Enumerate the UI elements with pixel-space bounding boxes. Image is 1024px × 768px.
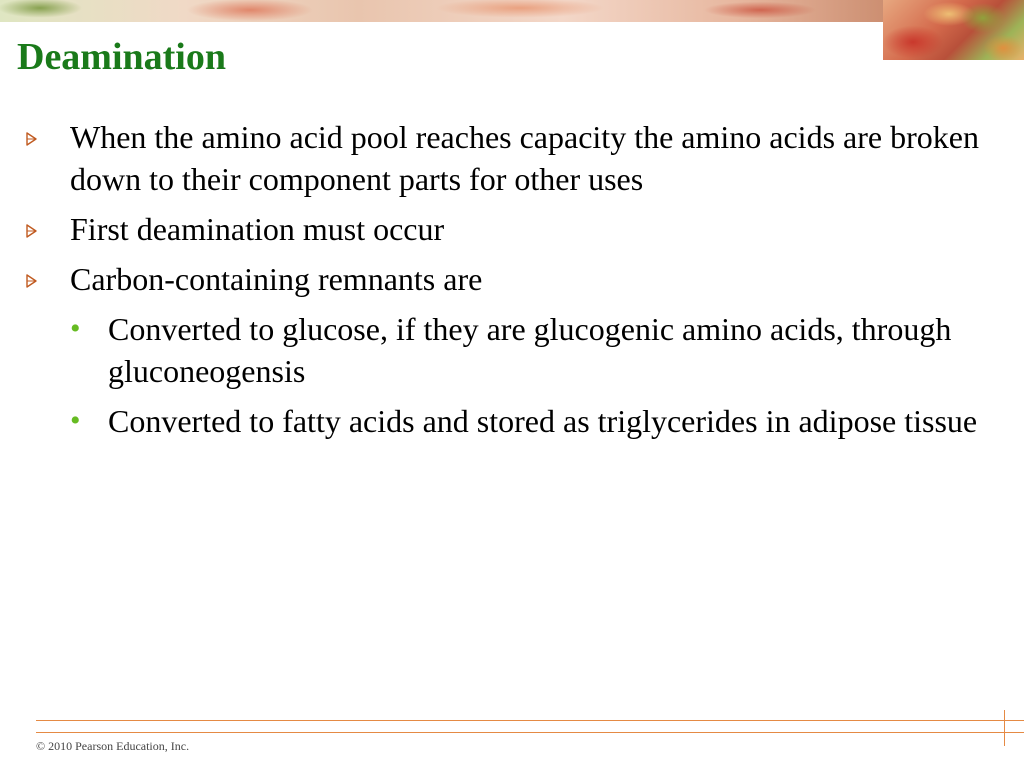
dot-icon: •	[70, 404, 81, 437]
bullet-item	[70, 258, 994, 300]
copyright-text: © 2010 Pearson Education, Inc.	[36, 739, 190, 753]
bullet-text: Converted to fatty acids and stored as triglycerides in adipose tissue	[108, 403, 978, 439]
bullet-list	[0, 116, 1024, 450]
bullet-item	[70, 208, 994, 250]
bullet-text: First deamination must occur	[70, 211, 445, 247]
bullet-text: Converted to glucose, if they are glucogenic amino acids, through gluconeogensis	[108, 311, 952, 389]
header-banner-image	[0, 0, 1024, 22]
bullet-text: Carbon-containing remnants are	[70, 261, 483, 297]
footer-divider	[36, 732, 1024, 733]
corner-photo-image	[883, 0, 1024, 60]
arrow-icon	[24, 208, 42, 250]
sub-bullet-item	[70, 308, 1004, 392]
arrow-icon	[24, 116, 42, 158]
bullet-text: When the amino acid pool reaches capacity the amino acids are broken down to their component parts for other uses	[70, 119, 979, 197]
slide-title: Deamination	[17, 36, 226, 78]
footer-divider-vertical	[1004, 710, 1005, 746]
sub-bullet-item	[70, 400, 1004, 442]
bullet-item	[70, 116, 994, 200]
arrow-icon	[24, 258, 42, 300]
dot-icon: •	[70, 312, 81, 345]
footer-divider	[36, 720, 1024, 721]
